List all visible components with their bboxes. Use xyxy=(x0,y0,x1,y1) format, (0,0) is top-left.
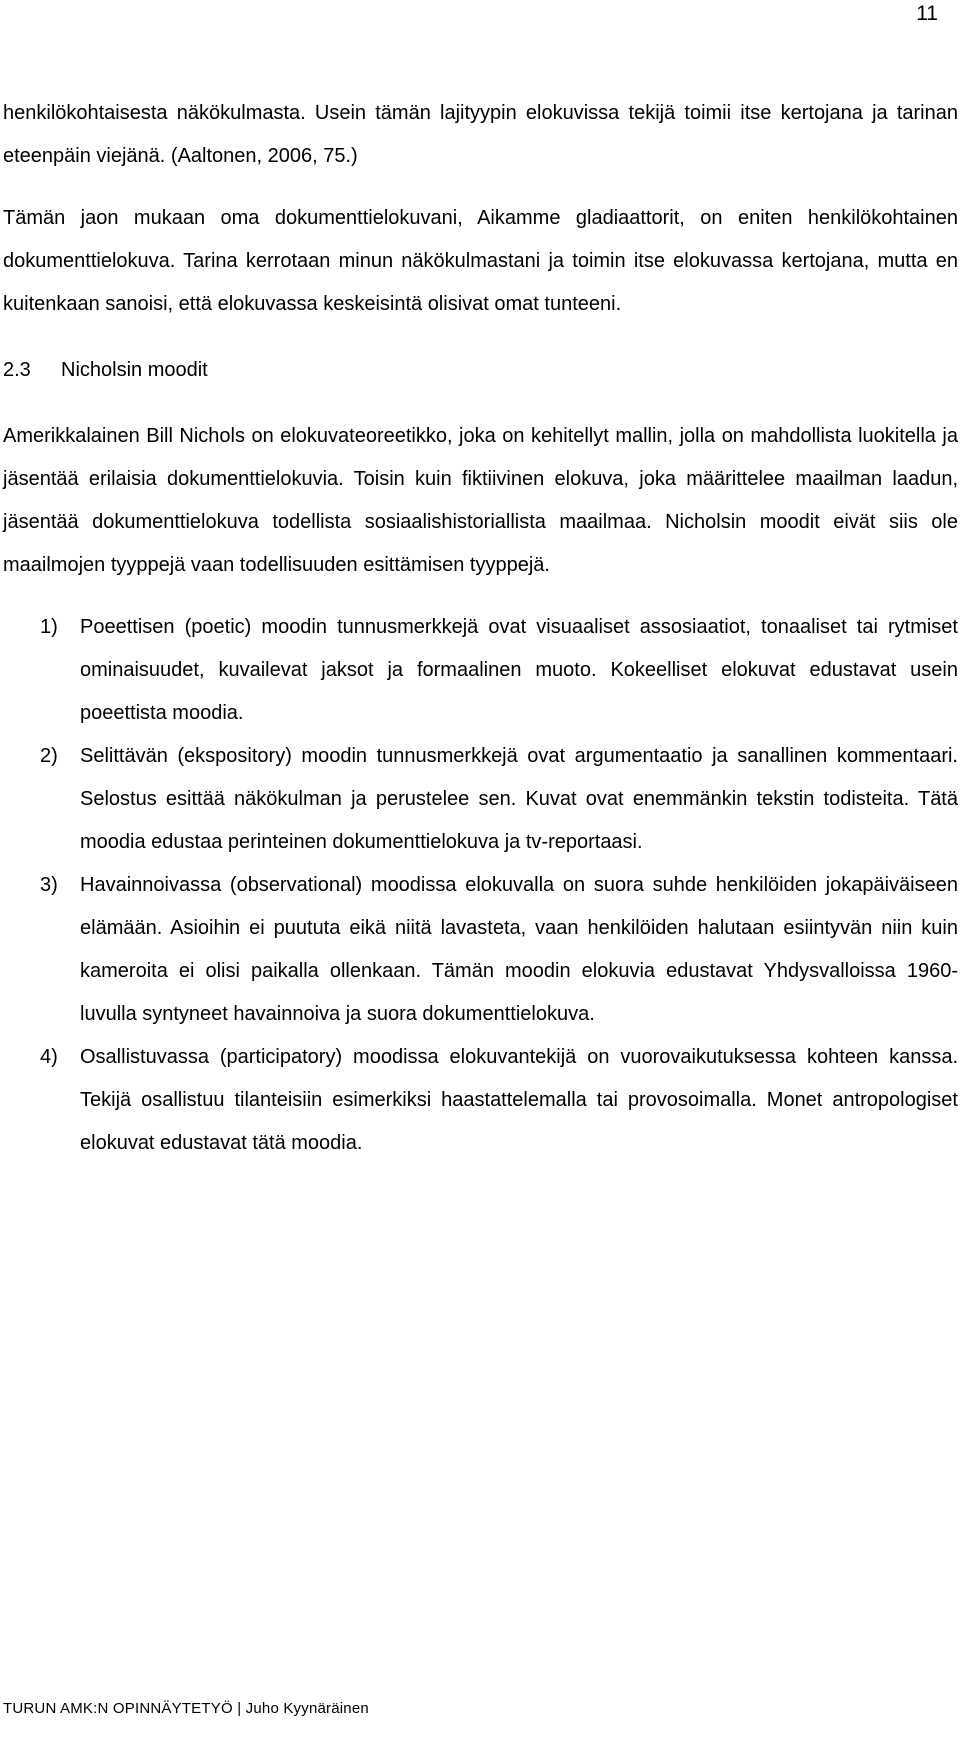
paragraph-own-film: Tämän jaon mukaan oma dokumenttielokuvani, Aikamme gladiaattorit, on eniten henkilökohtainen dokumenttielokuva. Tarina kerrotaan minun näkökulmastani ja toimin itse elokuvassa kertojana, mutta en kuitenkaan sanoisi, että elokuvassa keskeisintä olisivat omat tunteeni. xyxy=(3,207,958,315)
list-item-text: Osallistuvassa (participatory) moodissa elokuvantekijä on vuorovaikutuksessa kohteen kanssa. Tekijä osallistuu tilanteisiin esimerkiksi haastattelemalla tai provosoimalla. Monet antropologiset elokuvat edustavat tätä moodia. xyxy=(80,1046,958,1154)
list-marker: 2) xyxy=(40,745,58,767)
section-heading xyxy=(0,349,960,392)
list-item xyxy=(0,864,960,1036)
list-marker: 4) xyxy=(40,1046,58,1068)
list-item xyxy=(0,1036,960,1165)
page-footer: TURUN AMK:N OPINNÄYTETYÖ | Juho Kyynäräinen xyxy=(3,1700,369,1717)
list-marker: 3) xyxy=(40,874,58,896)
page-body xyxy=(0,92,960,1165)
modes-list xyxy=(0,606,960,1165)
list-item-text: Poeettisen (poetic) moodin tunnusmerkkejä ovat visuaaliset assosiaatiot, tonaaliset tai rytmiset ominaisuudet, kuvailevat jaksot ja formaalinen muoto. Kokeelliset elokuvat edustavat usein poeettista moodia. xyxy=(80,616,958,724)
paragraph-continuation: henkilökohtaisesta näkökulmasta. Usein tämän lajityypin elokuvissa tekijä toimii itse kertojana ja tarinan eteenpäin viejänä. (Aaltonen, 2006, 75.) xyxy=(3,102,958,167)
list-item-text: Selittävän (ekspository) moodin tunnusmerkkejä ovat argumentaatio ja sanallinen kommentaari. Selostus esittää näkökulman ja perustelee sen. Kuvat ovat enemmänkin tekstin todisteita. Tätä moodia edustaa perinteinen dokumenttielokuva ja tv-reportaasi. xyxy=(80,745,958,853)
page-number: 11 xyxy=(916,2,938,25)
section-number: 2.3 xyxy=(3,359,31,381)
list-marker: 1) xyxy=(40,616,58,638)
list-item xyxy=(0,735,960,864)
list-item-text: Havainnoivassa (observational) moodissa elokuvalla on suora suhde henkilöiden jokapäiväiseen elämään. Asioihin ei puututa eikä niitä lavasteta, vaan henkilöiden halutaan esiintyvän niin kuin kameroita ei olisi paikalla ollenkaan. Tämän moodin elokuvia edustavat Yhdysvalloissa 1960-luvulla syntyneet havainnoiva ja suora dokumenttielokuva. xyxy=(80,874,958,1025)
paragraph-nichols-intro: Amerikkalainen Bill Nichols on elokuvateoreetikko, joka on kehitellyt mallin, jolla on mahdollista luokitella ja jäsentää erilaisia dokumenttielokuvia. Toisin kuin fiktiivinen elokuva, joka määrittelee maailman laadun, jäsentää dokumenttielokuva todellista sosiaalishistoriallista maailmaa. Nicholsin moodit eivät siis ole maailmojen tyyppejä vaan todellisuuden esittämisen tyyppejä. xyxy=(3,425,958,576)
list-item xyxy=(0,606,960,735)
section-title: Nicholsin moodit xyxy=(61,359,208,381)
